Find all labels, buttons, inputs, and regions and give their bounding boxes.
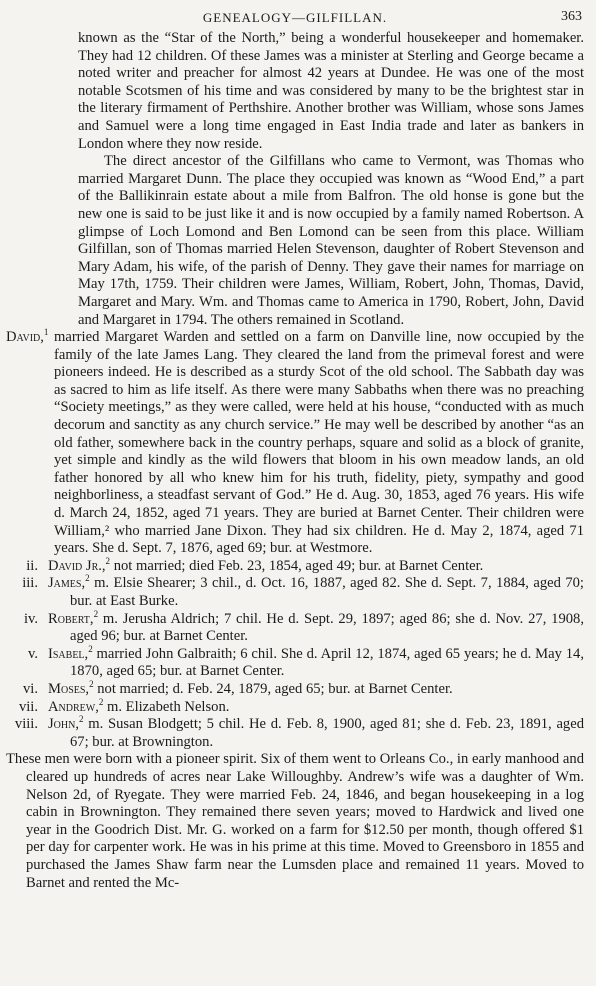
child-text: not married; d. Feb. 24, 1879, aged 65; bur. at Barnet Center. (93, 680, 453, 697)
child-name: Andrew, (48, 698, 99, 715)
paragraph-direct-ancestor: The direct ancestor of the Gilfillans who came to Vermont, was Thomas who married Margaret Dunn. The place they occupied was known as “Wood End,” a part of the Ballikinrain estate about a mile from Balfron. The old honse is gone but the new one is said to be just like it and is now occupied by a family named Robertson. A glimpse of Loch Lomond and Ben Lomond can be seen from this place. William Gilfillan, son of Thomas married Helen Stevenson, daughter of Robert Stevenson and Mary Adam, his wife, of the parish of Denny. They gave their names for marriage on May 17th, 1759. Their children were James, William, Robert, John, Thomas, David, Margaret and Mary. Wm. and Thomas came to America in 1790, Robert, John, David and Margaret in 1794. The others remained in Scotland. (78, 153, 584, 328)
child-name: Robert, (48, 610, 94, 627)
child-generation: 2 (79, 714, 84, 725)
child-entry (6, 696, 584, 717)
child-text: married John Galbraith; 6 chil. She d. April 12, 1874, aged 65 years; he d. May 14, 1870, aged 65; bur. at Barnet Center. (70, 645, 584, 680)
child-text: m. Susan Blodgett; 5 chil. He d. Feb. 8, 1900, aged 81; she d. Feb. 23, 1891, aged 67; bur. at Brownington. (70, 716, 584, 750)
child-text: m. Elsie Shearer; 3 chil., d. Oct. 16, 1887, aged 82. She d. Sept. 7, 1884, aged 70; bur. at East Burke. (70, 575, 584, 609)
entry-david-generation: 1 (43, 327, 49, 338)
running-header (6, 6, 584, 30)
child-text: m. Elizabeth Nelson. (103, 698, 230, 715)
child-generation: 2 (93, 608, 99, 619)
child-entry (6, 608, 584, 646)
child-entry (6, 716, 584, 751)
children-list (6, 555, 584, 752)
child-name: David Jr., (48, 557, 106, 574)
child-numeral: iii. (22, 575, 38, 592)
entry-david-name: David, (6, 329, 44, 346)
child-name: Isabel, (48, 645, 89, 662)
child-numeral: vi. (23, 680, 38, 697)
child-entry (6, 555, 584, 576)
page-number: 363 (561, 9, 582, 24)
paragraph-pioneer-spirit: These men were born with a pioneer spirit. Six of them went to Orleans Co., in early manhood and cleared up hundreds of acres near Lake Willoughby. Andrew’s wife was a daughter of Wm. Nelson 2d, of Ryegate. They were married Feb. 24, 1846, and began housekeeping in a log cabin in Brownington. They remained there seven years; moved to Hardwick and lived one year in the Goodrich Dist. Mr. G. worked on a farm for $12.50 per month, though offered $1 per day for carpenter work. He was in his prime at this time. Moved to Greensboro in 1855 and purchased the James Shaw farm near the Lumsden place and remained 11 years. Moved to Barnet and rented the Mc- (6, 751, 584, 891)
child-text: not married; died Feb. 23, 1854, aged 49; bur. at Barnet Center. (110, 557, 484, 574)
child-generation: 2 (85, 573, 90, 584)
child-generation: 2 (89, 679, 94, 690)
child-generation: 2 (98, 696, 104, 707)
child-numeral: iv. (23, 610, 38, 627)
child-numeral: v. (28, 645, 38, 662)
child-name: James, (48, 575, 86, 592)
entry-david-text: married Margaret Warden and settled on a farm on Danville line, now occupied by the family of the late James Lang. They cleared the land from the primeval forest and were pioneers indeed. He is described as a sturdy Scot of the old school. The Sabbath day was as sacred to him as life itself. As there were many Sabbaths when there was no preaching “Society meetings,” as they were called, were held at his house, “conducted with as much decorum and sanctity as any church service.” He may well be described by another “as an old father, somewhere back in the country perhaps, square and solid as a block of granite, yet simple and kindly as the wild flowers that bloom in his own meadow lands, an old father honored by all who knew him for his truth, fidelity, piety, sympathy and good neighborliness, a steadfast servant of God.” He d. Aug. 30, 1853, aged 76 years. His wife d. March 24, 1852, aged 71 years. They are buried at Barnet Center. Their children were William,² who married Jane Dixon. They had six children. He d. May 2, 1874, aged 71 years. She d. Sept. 7, 1876, aged 69; bur. at Westmore. (48, 329, 584, 557)
child-name: John, (48, 716, 79, 733)
paragraph-continued: known as the “Star of the North,” being a wonderful housekeeper and homemaker. They had 12 children. Of these James was a minister at Sterling and George became a noted writer and preacher for almost 42 years at Dundee. He was one of the most notable Scotsmen of his time and was considered by many to be the brightest star in the literary firmament of Perthshire. Another brother was William, whose sons James and Samuel were a long time engaged in East India trade and later as bankers in London where they now reside. (78, 30, 584, 152)
child-name: Moses, (48, 680, 90, 697)
body-text (6, 30, 584, 892)
child-generation: 2 (88, 643, 93, 654)
child-numeral: ii. (26, 557, 38, 574)
child-entry (6, 681, 584, 699)
child-generation: 2 (105, 555, 111, 566)
child-numeral: viii. (14, 716, 38, 733)
child-entry (6, 643, 584, 681)
child-text: m. Jerusha Aldrich; 7 chil. He d. Sept. 29, 1897; aged 86; she d. Nov. 27, 1908, aged 96; bur. at Barnet Center. (70, 610, 584, 645)
child-entry (6, 575, 584, 610)
child-numeral: vii. (18, 698, 38, 715)
running-title: GENEALOGY—GILFILLAN. (202, 10, 388, 25)
entry-david (6, 329, 584, 558)
